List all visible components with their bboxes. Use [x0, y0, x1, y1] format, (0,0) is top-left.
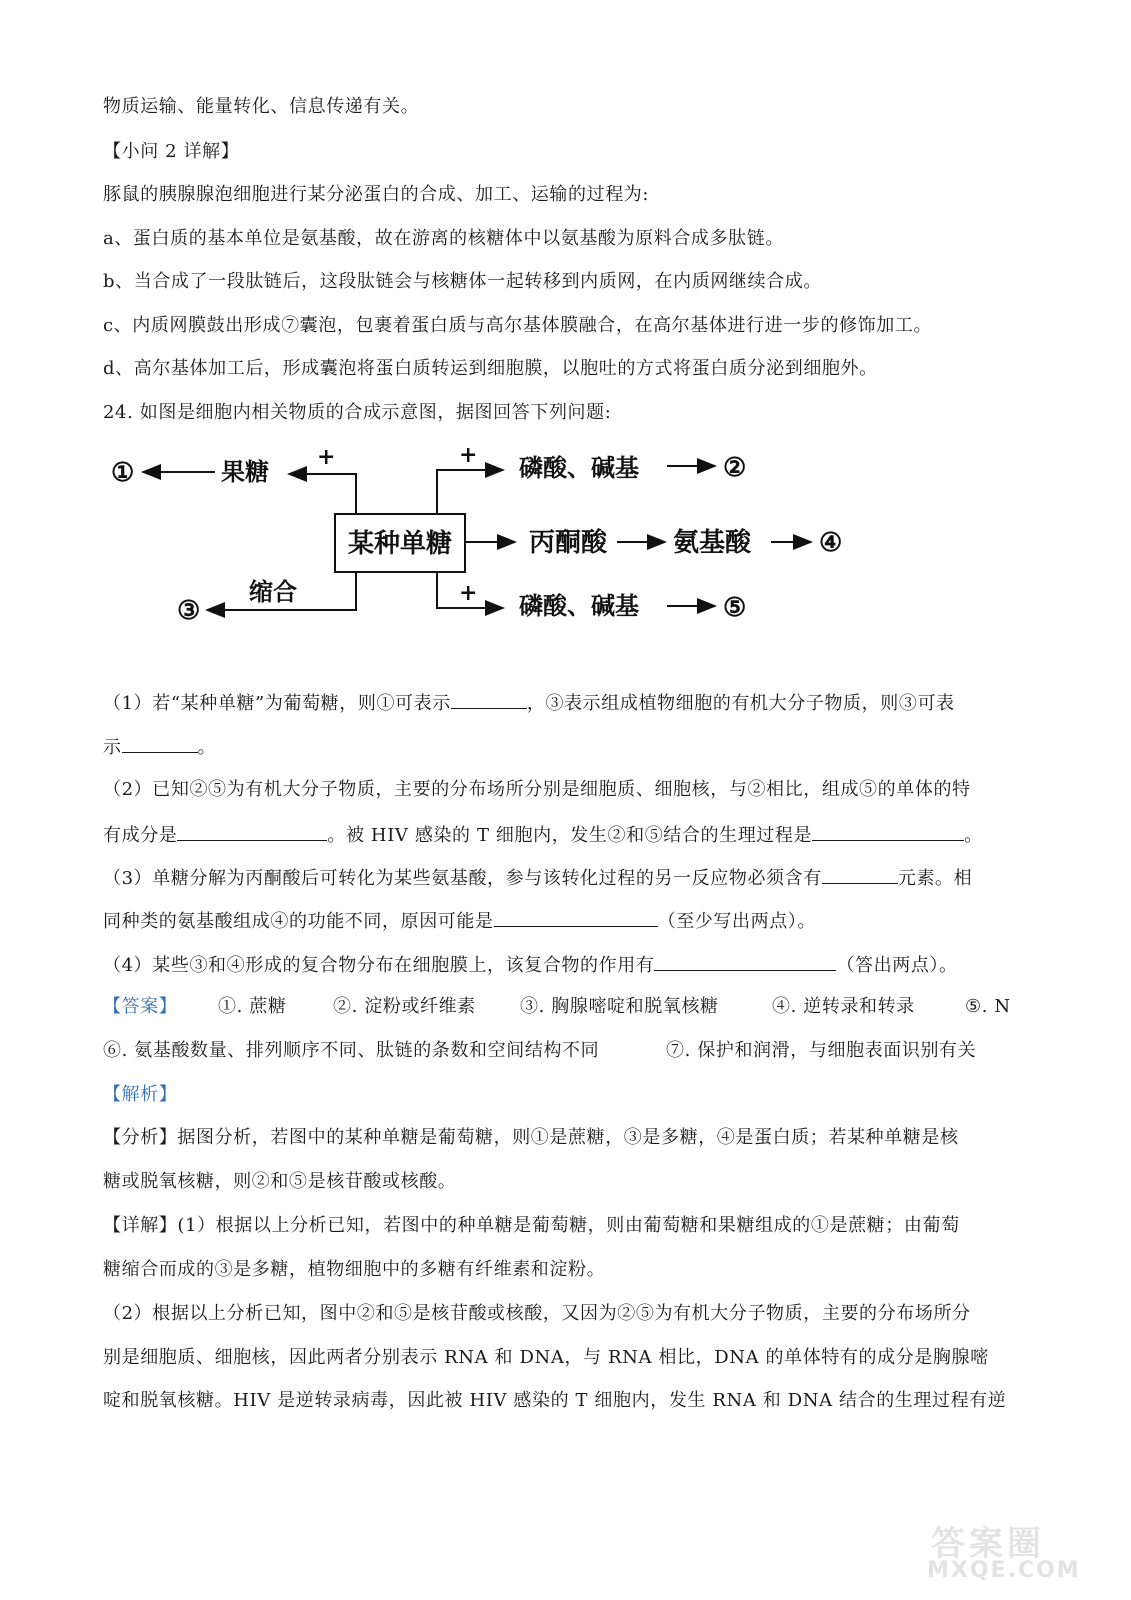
answer-item: ③. 胸腺嘧啶和脱氧核糖: [520, 996, 719, 1017]
question-3-line-1: [103, 865, 972, 891]
question-text: 。: [964, 825, 983, 846]
arrow-to-phosphate-top: [437, 470, 503, 514]
analysis-label: 【解析】: [103, 1084, 178, 1105]
question-text: 元素。相: [897, 868, 973, 889]
question-text: 。: [197, 737, 217, 758]
question-text: 同种类的氨基酸组成④的功能不同，原因可能是: [103, 911, 494, 932]
phosphate-base-label: 磷酸、碱基: [519, 591, 639, 620]
analysis-line: 糖缩合而成的③是多糖，植物细胞中的多糖有纤维素和淀粉。: [103, 1259, 606, 1280]
question-1-line-2: [103, 734, 216, 760]
section-heading: 【小问 2 详解】: [103, 141, 240, 162]
center-label: 某种单糖: [347, 529, 453, 559]
analysis-line: 【分析】据图分析，若图中的某种单糖是葡萄糖，则①是蔗糖，③是多糖，④是蛋白质；若某种单糖是核: [103, 1127, 959, 1148]
question-text: （答出两点）。: [836, 955, 958, 976]
product-4: ④: [819, 528, 843, 558]
answer-blank[interactable]: [451, 690, 527, 709]
analysis-line: （2）根据以上分析已知，图中②和⑤是核苷酸或核酸，又因为②⑤为有机大分子物质，主要的分布场所分: [103, 1303, 971, 1324]
text-line: b、当合成了一段肽链后，这段肽链会与核糖体一起转移到内质网，在内质网继续合成。: [103, 271, 822, 292]
question-text: 示: [103, 737, 122, 758]
question-3-line-2: [103, 908, 816, 934]
question-text: （至少写出两点）。: [657, 911, 817, 932]
product-3: ③: [177, 596, 201, 626]
aminoacid-label: 氨基酸: [673, 528, 752, 558]
answer-label: 【答案】: [103, 996, 178, 1017]
answer-blank[interactable]: [654, 952, 836, 971]
question-text: 。被 HIV 感染的 T 细胞内，发生②和⑤结合的生理过程是: [327, 825, 813, 846]
answer-item: ⑥. 氨基酸数量、排列顺序不同、肽链的条数和空间结构不同: [103, 1040, 600, 1061]
text-line: d、高尔基体加工后，形成囊泡将蛋白质转运到细胞膜，以胞吐的方式将蛋白质分泌到细胞外。: [103, 358, 878, 379]
product-2: ②: [723, 453, 747, 483]
fructose-label: 果糖: [221, 457, 269, 486]
watermark-logo: [921, 1516, 1091, 1586]
question-4-line-1: [103, 952, 958, 978]
question-text: （4）某些③和④形成的复合物分布在细胞膜上，该复合物的作用有: [103, 955, 655, 976]
condense-label: 缩合: [249, 577, 297, 606]
watermark-url: MXQE.COM: [927, 1558, 1081, 1583]
question-text: 有成分是: [103, 825, 178, 846]
question-2-line-1: （2）已知②⑤为有机大分子物质，主要的分布场所分别是细胞质、细胞核，与②相比，组成⑤的单体的特: [103, 779, 971, 800]
answer-blank[interactable]: [177, 822, 327, 841]
analysis-line: 【详解】(1）根据以上分析已知，若图中的种单糖是葡萄糖，则由葡萄糖和果糖组成的①是蔗糖；由葡萄: [103, 1215, 960, 1236]
question-2-line-2: [103, 822, 983, 848]
arrow-to-fructose: [289, 474, 356, 514]
question-text: ，③表示组成植物细胞的有机大分子物质，则③可表: [526, 693, 955, 714]
answer-blank[interactable]: [494, 908, 658, 927]
answer-item: ⑦. 保护和润滑，与细胞表面识别有关: [666, 1040, 977, 1061]
question-title: 24. 如图是细胞内相关物质的合成示意图，据图回答下列问题:: [103, 402, 612, 423]
answer-item: ①. 蔗糖: [218, 996, 287, 1017]
question-text: （1）若“某种单糖”为葡萄糖，则①可表示: [103, 693, 451, 714]
question-1-line-1: [103, 690, 955, 716]
analysis-line: 糖或脱氧核糖，则②和⑤是核苷酸或核酸。: [103, 1171, 457, 1192]
watermark-text: 答案圈: [931, 1524, 1045, 1564]
question-text: （3）单糖分解为丙酮酸后可转化为某些氨基酸，参与该转化过程的另一反应物必须含有: [103, 868, 822, 889]
analysis-line: 别是细胞质、细胞核，因此两者分别表示 RNA 和 DNA，与 RNA 相比，DNA 的单体特有的成分是胸腺嘧: [103, 1347, 989, 1368]
text-line: a、蛋白质的基本单位是氨基酸，故在游离的核糖体中以氨基酸为原料合成多肽链。: [103, 228, 784, 249]
text-line: 物质运输、能量转化、信息传递有关。: [103, 96, 420, 117]
answer-blank[interactable]: [822, 865, 898, 884]
answer-item: ②. 淀粉或纤维素: [333, 996, 476, 1017]
answer-blank[interactable]: [122, 734, 198, 753]
answer-item: ④. 逆转录和转录: [772, 996, 915, 1017]
plus-sign: +: [317, 448, 336, 470]
text-line: 豚鼠的胰腺腺泡细胞进行某分泌蛋白的合成、加工、运输的过程为:: [103, 184, 650, 205]
text-line: c、内质网膜鼓出形成⑦囊泡，包裹着蛋白质与高尔基体膜融合，在高尔基体进行进一步的修饰加工。: [103, 315, 933, 336]
plus-sign: +: [459, 448, 478, 468]
synthesis-diagram: [103, 448, 863, 638]
pyruvate-label: 丙酮酸: [529, 528, 608, 558]
phosphate-base-label: 磷酸、碱基: [519, 453, 639, 482]
plus-sign: +: [459, 580, 478, 606]
answer-blank[interactable]: [812, 822, 964, 841]
product-1: ①: [111, 458, 135, 488]
analysis-line: 啶和脱氧核糖。HIV 是逆转录病毒，因此被 HIV 感染的 T 细胞内，发生 RNA 和 DNA 结合的生理过程有逆: [103, 1390, 1007, 1411]
answer-item: ⑤. N: [965, 996, 1011, 1017]
product-5: ⑤: [723, 593, 747, 623]
